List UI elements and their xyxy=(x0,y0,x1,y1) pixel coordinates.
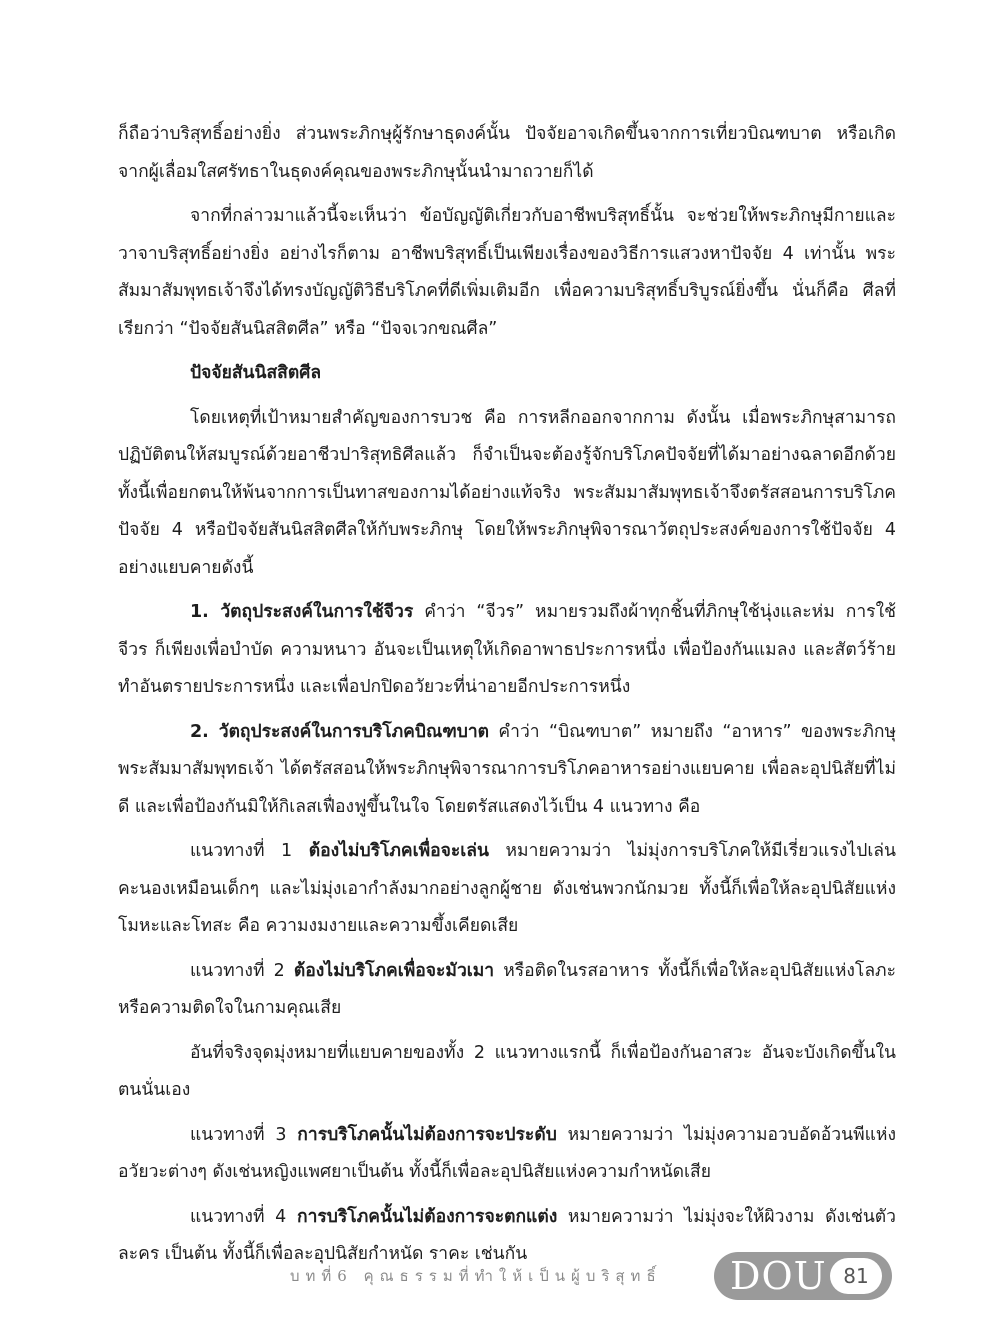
chapter-title: บทที่6 คุณธรรมที่ทำให้เป็นผู้บริสุทธิ์ xyxy=(290,1267,662,1285)
way-1-text: หมายความว่า ไม่มุ่งการบริโภคให้มีเรี่ยวแรงไปเล่นคะนองเหมือนเด็กๆ และไม่มุ่งเอากำลังมากอย่างลูกผู้ชาย ดังเช่นพวกนักมวย ทั้งนี้ก็เพื่อให้ละอุปนิสัยแห่งโมหะและโทสะ คือ ความงมงายและความขึ้งเคียดเสีย xyxy=(118,841,896,936)
way-1 xyxy=(118,833,896,946)
way-4-prefix: แนวทางที่ 4 xyxy=(190,1206,297,1227)
item-robe-title: 1. วัตถุประสงค์ในการใช้จีวร xyxy=(190,602,414,622)
way-3-text: หมายความว่า ไม่มุ่งความอวบอัดอ้วนพีแห่งอวัยวะต่างๆ ดังเช่นหญิงแพศยาเป็นต้น ทั้งนี้ก็เพื่อละอุปนิสัยแห่งความกำหนัดเสีย xyxy=(118,1124,896,1182)
page-badge xyxy=(714,1252,892,1300)
way-4-text: หมายความว่า ไม่มุ่งจะให้ผิวงาม ดังเช่นตัวละคร เป็นต้น ทั้งนี้ก็เพื่อละอุปนิสัยกำหนัด ราคะ เช่นกัน xyxy=(118,1206,896,1264)
way-2-title: ต้องไม่บริโภคเพื่อจะมัวเมา xyxy=(293,960,495,981)
way-4-title: การบริโภคนั้นไม่ต้องการจะตกแต่ง xyxy=(296,1206,558,1227)
page-footer xyxy=(0,1252,1000,1302)
paragraph-3: โดยเหตุที่เป้าหมายสำคัญของการบวช คือ การหลีกออกจากกาม ดังนั้น เมื่อพระภิกษุสามารถปฏิบัติตนให้สมบูรณ์ด้วยอาชีวปาริสุทธิศีลแล้ว ก็จำเป็นจะต้องรู้จักบริโภคปัจจัยที่ได้มาอย่างฉลาดอีกด้วย ทั้งนี้เพื่อยกตนให้พ้นจากการเป็นทาสของกามได้อย่างแท้จริง พระสัมมาสัมพุทธเจ้าจึงตรัสสอนการบริโภคปัจจัย 4 หรือปัจจัยสันนิสสิตศีลให้กับพระภิกษุ โดยให้พระภิกษุพิจารณาวัตถุประสงค์ของการใช้ปัจจัย 4 อย่างแยบคายดังนี้ xyxy=(118,407,896,578)
dou-logo: DOU xyxy=(730,1254,827,1298)
item-robe-text: คำว่า “จีวร” หมายรวมถึงผ้าทุกชิ้นที่ภิกษุใช้นุ่งและห่ม การใช้จีวร ก็เพียงเพื่อบำบัด ความหนาว อันจะเป็นเหตุให้เกิดอาพาธประการหนึ่ง เพื่อป้องกันแมลง และสัตว์ร้ายทำอันตรายประการหนึ่ง และเพื่อปกปิดอวัยวะที่น่าอายอีกประการหนึ่ง xyxy=(118,602,896,697)
way-3-prefix: แนวทางที่ 3 xyxy=(190,1124,298,1145)
paragraph-2: จากที่กล่าวมาแล้วนี้จะเห็นว่า ข้อบัญญัติเกี่ยวกับอาชีพบริสุทธิ์นั้น จะช่วยให้พระภิกษุมีกายและวาจาบริสุทธิ์อย่างยิ่ง อย่างไรก็ตาม อาชีพบริสุทธิ์เป็นเพียงเรื่องของวิธีการแสวงหาปัจจัย 4 เท่านั้น พระสัมมาสัมพุทธเจ้าจึงได้ทรงบัญญัติวิธีบริโภคที่ดีเพิ่มเติมอีก เพื่อความบริสุทธิ์บริบูรณ์ยิ่งขึ้น นั่นก็คือ ศีลที่เรียกว่า “ปัจจัยสันนิสสิตศีล” หรือ “ปัจจเวกขณศีล” xyxy=(118,206,896,339)
way-1-title: ต้องไม่บริโภคเพื่อจะเล่น xyxy=(308,841,489,861)
item-alms-text: คำว่า “บิณฑบาต” หมายถึง “อาหาร” ของพระภิกษุพระสัมมาสัมพุทธเจ้า ได้ตรัสสอนให้พระภิกษุพิจารณาการบริโภคอาหารอย่างแยบคาย เพื่อละอุปนิสัยที่ไม่ดี และเพื่อป้องกันมิให้กิเลสเฟื่องฟูขึ้นในใจ โดยตรัสแสดงไว้เป็น 4 แนวทาง คือ xyxy=(118,721,896,817)
way-2 xyxy=(118,953,896,1028)
section-heading: ปัจจัยสันนิสสิตศีล xyxy=(190,363,322,383)
way-3-title: การบริโภคนั้นไม่ต้องการจะประดับ xyxy=(297,1124,557,1145)
item-alms-title: 2. วัตถุประสงค์ในการบริโภคบิณฑบาต xyxy=(190,721,490,742)
item-robe xyxy=(118,594,896,707)
page-body xyxy=(118,116,896,1281)
way-1-prefix: แนวทางที่ 1 xyxy=(190,841,309,861)
way-2-prefix: แนวทางที่ 2 xyxy=(190,960,294,981)
way-3 xyxy=(118,1117,896,1192)
way-2-text: หรือติดในรสอาหาร ทั้งนี้ก็เพื่อให้ละอุปนิสัยแห่งโลภะหรือความติดใจในกามคุณเสีย xyxy=(118,960,896,1018)
paragraph-1: ก็ถือว่าบริสุทธิ์อย่างยิ่ง ส่วนพระภิกษุผู้รักษาธุดงค์นั้น ปัจจัยอาจเกิดขึ้นจากการเที่ยวบิณฑบาต หรือเกิดจากผู้เลื่อมใสศรัทธาในธุดงค์คุณของพระภิกษุนั้นนำมาถวายก็ได้ xyxy=(118,124,896,182)
paragraph-4: อันที่จริงจุดมุ่งหมายที่แยบคายของทั้ง 2 แนวทางแรกนี้ ก็เพื่อป้องกันอาสวะ อันจะบังเกิดขึ้นในตนนั่นเอง xyxy=(118,1042,896,1100)
page-number: 81 xyxy=(830,1258,882,1294)
item-alms xyxy=(118,714,896,827)
